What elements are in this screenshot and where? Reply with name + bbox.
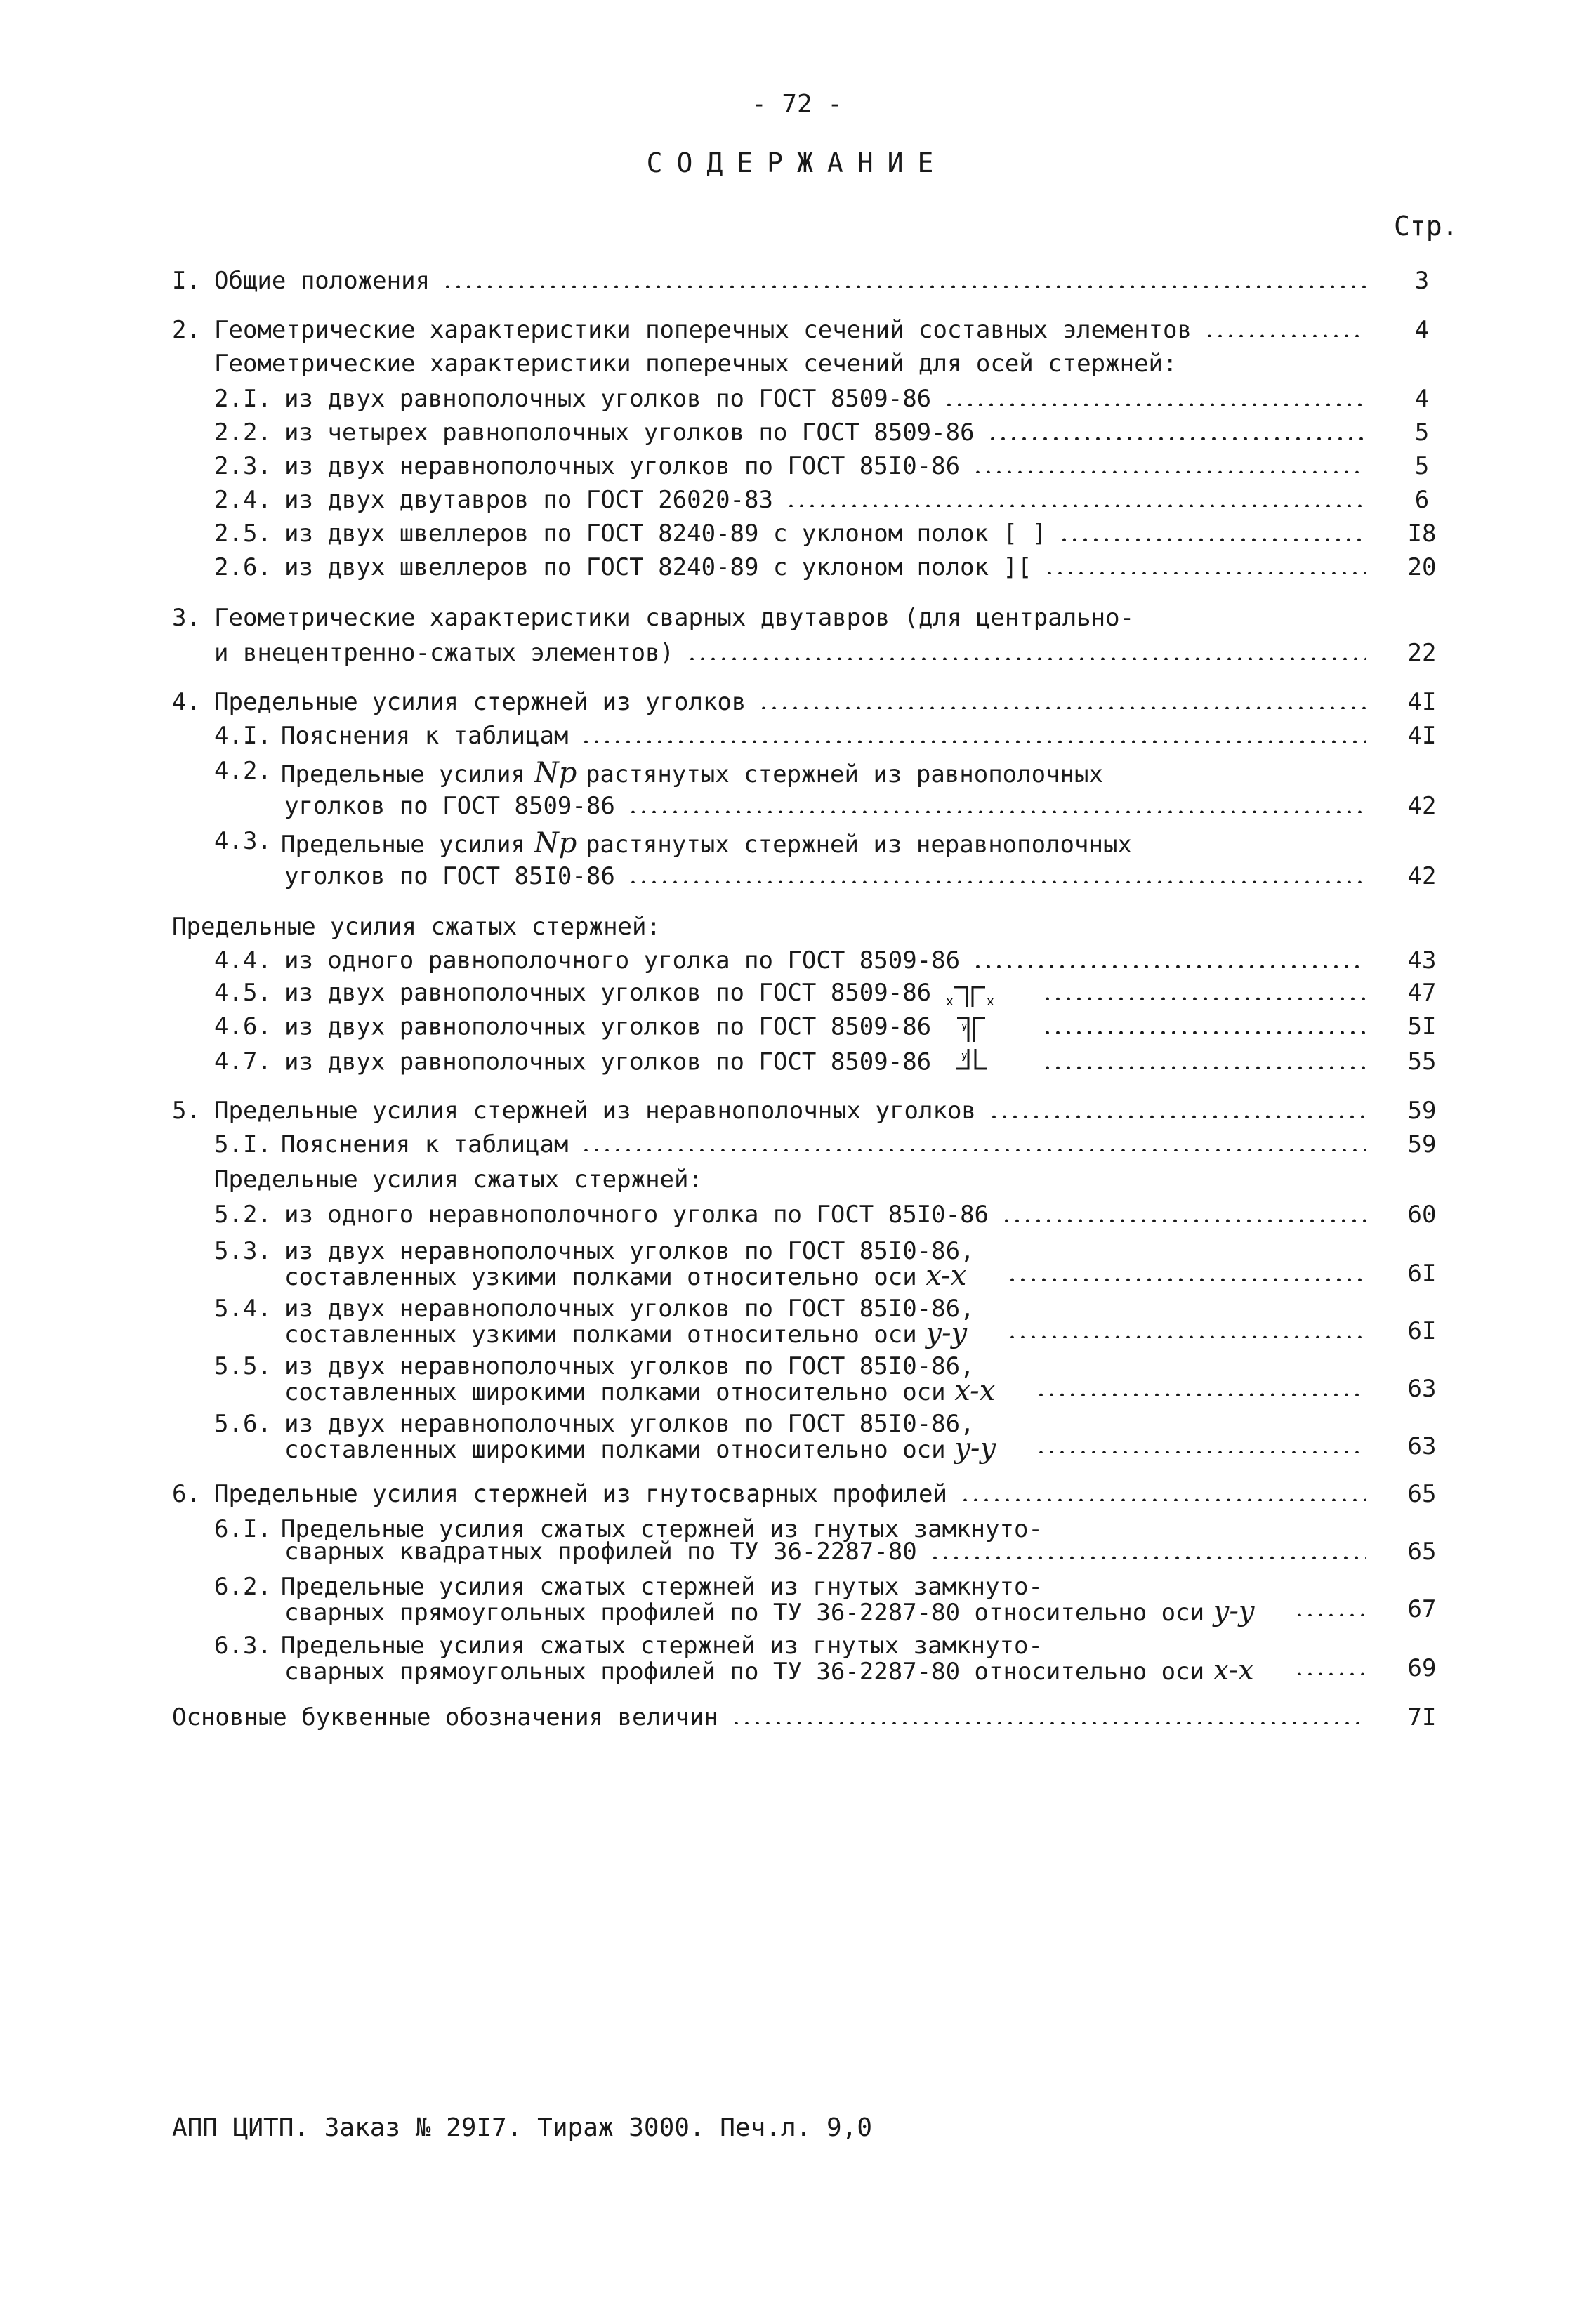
- toc-entry-text: [284, 418, 975, 447]
- dot-leader: [973, 470, 1366, 473]
- toc-entry-label: Предельные усилия: [281, 831, 525, 859]
- toc-entry-number: 6.: [172, 1480, 201, 1508]
- toc-entry-number: 2.I.: [214, 385, 272, 413]
- print-footer: АПП ЦИТП. Заказ № 29I7. Тираж 3000. Печ.л. 9,0: [172, 2113, 872, 2142]
- toc-entry-text: [281, 1130, 568, 1158]
- axis-symbol: y-y: [916, 1317, 968, 1349]
- toc-page-number: 63: [1407, 1375, 1437, 1403]
- toc-page-number: 63: [1407, 1432, 1437, 1460]
- toc-entry-number: 4.2.: [214, 757, 272, 785]
- toc-entry-text: [214, 639, 674, 667]
- toc-entry-label: сварных прямоугольных профилей по ТУ 36-2287-80 относительно оси: [284, 1599, 1205, 1627]
- toc-entry-number: 5.: [172, 1097, 201, 1125]
- dot-leader: [731, 1722, 1366, 1724]
- dot-leader: [1001, 1219, 1366, 1222]
- toc-entry-text: [284, 520, 1046, 548]
- toc-entry-label: Предельные усилия сжатых стержней из гнутых замкнуто-: [281, 1515, 1043, 1543]
- toc-page-number: 4: [1414, 385, 1430, 413]
- toc-entry-label: сварных прямоугольных профилей по ТУ 36-2287-80 относительно оси: [284, 1658, 1205, 1686]
- toc-entry-number: 4.3.: [214, 827, 272, 855]
- toc-entry-text: [214, 316, 1192, 344]
- toc-entry-label: из двух неравнополочных уголков по ГОСТ 85I0-86,: [284, 1410, 975, 1438]
- svg-text:y: y: [961, 1021, 968, 1032]
- toc-entry-number: 2.3.: [214, 452, 272, 480]
- toc-page-number: 3: [1414, 267, 1430, 295]
- dot-leader: [1294, 1613, 1366, 1616]
- table-of-contents: [0, 267, 1594, 2022]
- toc-entry-text: [284, 1048, 995, 1078]
- dot-leader: [628, 880, 1366, 883]
- toc-entry-number: 2.2.: [214, 418, 272, 447]
- double-angle-y-top-icon: [946, 1012, 995, 1043]
- dot-leader: [1007, 1335, 1366, 1338]
- toc-entry-text: [281, 722, 568, 750]
- toc-entry-text: [284, 1654, 1254, 1686]
- toc-entry-number: 4.I.: [214, 722, 272, 750]
- toc-entry-number: 5.5.: [214, 1352, 272, 1380]
- toc-entry-label: из двух равнополочных уголков по ГОСТ 8509-86: [284, 1048, 932, 1076]
- toc-entry-label: из одного равнополочного уголка по ГОСТ 8509-86: [284, 946, 961, 975]
- toc-entry-number: 4.: [172, 688, 201, 716]
- toc-entry-text: [284, 1595, 1255, 1628]
- toc-entry-label: и внецентренно-сжатых элементов): [214, 639, 675, 667]
- toc-entry-number: 5.4.: [214, 1295, 272, 1323]
- toc-entry-label: из двух неравнополочных уголков по ГОСТ 85I0-86,: [284, 1295, 975, 1323]
- toc-entry-number: 6.2.: [214, 1573, 272, 1601]
- axis-symbol: y-y: [945, 1432, 996, 1465]
- toc-page-number: 67: [1407, 1595, 1437, 1623]
- toc-entry-label: Геометрические характеристики сварных двутавров (для центрально-: [214, 604, 1135, 632]
- toc-entry-text: [214, 1166, 703, 1194]
- toc-page-number: 7I: [1407, 1703, 1437, 1731]
- toc-page-number: 55: [1407, 1048, 1437, 1076]
- axis-symbol: Np: [525, 757, 586, 789]
- toc-entry-number: 4.7.: [214, 1048, 272, 1076]
- toc-entry-text: [172, 1703, 718, 1731]
- toc-page-number: 5: [1414, 418, 1430, 447]
- toc-page-number: 4I: [1407, 722, 1437, 750]
- toc-entry-label: Пояснения к таблицам: [281, 1130, 569, 1158]
- toc-entry-label: Предельные усилия стержней из уголков: [214, 688, 746, 716]
- svg-text:x: x: [986, 993, 994, 1008]
- toc-entry-label: Предельные усилия сжатых стержней из гнутых замкнуто-: [281, 1632, 1043, 1660]
- toc-page-number: 5I: [1407, 1012, 1437, 1041]
- toc-entry-label: из двух равнополочных уголков по ГОСТ 8509-86: [284, 1012, 932, 1041]
- toc-entry-text: [284, 1260, 966, 1292]
- dot-leader: [960, 1498, 1366, 1501]
- toc-entry-text: [284, 1012, 995, 1043]
- toc-page-number: I8: [1407, 520, 1437, 548]
- toc-page-number: 59: [1407, 1130, 1437, 1158]
- toc-entry-number: 5.6.: [214, 1410, 272, 1438]
- toc-entry-text: [214, 1480, 947, 1508]
- svg-text:y: y: [961, 1050, 968, 1062]
- toc-entry-label: Предельные усилия стержней из неравнополочных уголков: [214, 1097, 976, 1125]
- toc-entry-text: [281, 757, 1103, 789]
- toc-entry-label: из двух равнополочных уголков по ГОСТ 8509-86: [284, 385, 932, 413]
- dot-leader: [581, 740, 1366, 743]
- toc-page-number: 47: [1407, 979, 1437, 1007]
- toc-page-number: 42: [1407, 792, 1437, 820]
- toc-entry-text: [284, 1375, 995, 1407]
- toc-entry-label: Геометрические характеристики поперечных сечений для осей стержней:: [214, 350, 1178, 378]
- dot-leader: [1007, 1278, 1366, 1281]
- toc-entry-text: [284, 792, 615, 820]
- dot-leader: [1042, 997, 1366, 1000]
- toc-page-number: 4I: [1407, 688, 1437, 716]
- toc-entry-label: из двух неравнополочных уголков по ГОСТ 85I0-86,: [284, 1237, 975, 1265]
- toc-page-number: 59: [1407, 1097, 1437, 1125]
- toc-entry-text: [172, 913, 661, 941]
- toc-entry-text: [284, 979, 995, 1008]
- toc-entry-label: Общие положения: [214, 267, 430, 295]
- dot-leader: [758, 706, 1366, 709]
- toc-entry-text: [214, 1097, 976, 1125]
- toc-entry-number: 6.3.: [214, 1632, 272, 1660]
- toc-page-number: 65: [1407, 1538, 1437, 1566]
- toc-entry-number: 4.4.: [214, 946, 272, 975]
- dot-leader: [930, 1556, 1366, 1559]
- dot-leader: [1036, 1393, 1366, 1396]
- toc-entry-number: 3.: [172, 604, 201, 632]
- toc-page-number: 65: [1407, 1480, 1437, 1508]
- toc-page-number: 43: [1407, 946, 1437, 975]
- dot-leader: [1294, 1672, 1366, 1675]
- page-column-header: Стр.: [1394, 211, 1458, 242]
- toc-entry-text: [284, 486, 773, 514]
- page-title: СОДЕРЖАНИЕ: [646, 147, 948, 178]
- dot-leader: [1059, 538, 1366, 541]
- toc-entry-number: 2.5.: [214, 520, 272, 548]
- toc-entry-label: из одного неравнополочного уголка по ГОСТ 85I0-86: [284, 1201, 989, 1229]
- toc-entry-label: Геометрические характеристики поперечных сечений составных элементов: [214, 316, 1192, 344]
- toc-entry-label: Предельные усилия сжатых стержней:: [172, 913, 661, 941]
- toc-entry-number: 5.3.: [214, 1237, 272, 1265]
- toc-entry-text: [214, 604, 1134, 632]
- toc-page-number: 69: [1407, 1654, 1437, 1682]
- toc-entry-number: 4.6.: [214, 1012, 272, 1041]
- toc-entry-label: Пояснения к таблицам: [281, 722, 569, 750]
- toc-entry-text: [284, 452, 960, 480]
- toc-entry-label: из четырех равнополочных уголков по ГОСТ 8509-86: [284, 418, 975, 447]
- toc-entry-number: 5.2.: [214, 1201, 272, 1229]
- toc-entry-text: [214, 267, 430, 295]
- dot-leader: [628, 810, 1366, 813]
- dot-leader: [1044, 572, 1366, 574]
- toc-entry-label: уголков по ГОСТ 8509-86: [284, 792, 615, 820]
- toc-entry-number: 2.4.: [214, 486, 272, 514]
- dot-leader: [786, 504, 1366, 507]
- dot-leader: [973, 965, 1366, 968]
- toc-entry-label: уголков по ГОСТ 85I0-86: [284, 862, 615, 890]
- double-angle-y-bottom-icon: [946, 1048, 995, 1078]
- axis-symbol: x-x: [916, 1260, 967, 1292]
- dot-leader: [989, 1115, 1366, 1118]
- dot-leader: [1042, 1031, 1366, 1034]
- toc-entry-label-continued: растянутых стержней из равнополочных: [586, 760, 1103, 788]
- toc-page-number: 60: [1407, 1201, 1437, 1229]
- toc-page-number: 42: [1407, 862, 1437, 890]
- dot-leader: [442, 285, 1366, 288]
- toc-entry-text: [284, 1432, 996, 1465]
- toc-page-number: 6: [1414, 486, 1430, 514]
- toc-entry-text: [214, 350, 1177, 378]
- toc-entry-label: Предельные усилия сжатых стержней:: [214, 1166, 703, 1194]
- axis-symbol: x-x: [945, 1375, 996, 1407]
- toc-page-number: 6I: [1407, 1317, 1437, 1345]
- dot-leader: [944, 403, 1366, 406]
- double-angle-x-icon: [946, 980, 995, 1008]
- toc-entry-text: [284, 1317, 967, 1349]
- toc-entry-label: из двух равнополочных уголков по ГОСТ 8509-86: [284, 979, 932, 1007]
- axis-symbol: y-y: [1204, 1595, 1255, 1628]
- toc-entry-text: [284, 553, 1032, 581]
- toc-entry-number: 6.I.: [214, 1515, 272, 1543]
- toc-page-number: 4: [1414, 316, 1430, 344]
- toc-entry-label: составленных широкими полками относительно оси: [284, 1436, 946, 1464]
- toc-entry-number: 5.I.: [214, 1130, 272, 1158]
- toc-page-number: 22: [1407, 639, 1437, 667]
- svg-text:x: x: [945, 993, 954, 1008]
- toc-entry-text: [284, 946, 960, 975]
- toc-entry-number: 4.5.: [214, 979, 272, 1007]
- toc-entry-label: из двух неравнополочных уголков по ГОСТ 85I0-86,: [284, 1352, 975, 1380]
- dot-leader: [1042, 1066, 1366, 1069]
- toc-entry-label: составленных узкими полками относительно оси: [284, 1321, 917, 1349]
- dot-leader: [1204, 334, 1366, 337]
- toc-entry-number: I.: [172, 267, 201, 295]
- toc-entry-label: Основные буквенные обозначения величин: [172, 1703, 718, 1731]
- toc-entry-number: 2.: [172, 316, 201, 344]
- axis-symbol: x-x: [1204, 1654, 1254, 1686]
- toc-entry-text: [281, 827, 1132, 859]
- dot-leader: [581, 1149, 1366, 1151]
- toc-entry-label: Предельные усилия: [281, 760, 525, 788]
- dot-leader: [1036, 1451, 1366, 1453]
- toc-entry-label: составленных широкими полками относительно оси: [284, 1378, 946, 1406]
- toc-entry-label: из двух швеллеров по ГОСТ 8240-89 с уклоном полок [ ]: [284, 520, 1046, 548]
- toc-entry-text: [284, 385, 931, 413]
- toc-entry-text: [284, 1201, 989, 1229]
- axis-symbol: Np: [525, 827, 586, 859]
- dot-leader: [987, 437, 1366, 440]
- toc-entry-number: 2.6.: [214, 553, 272, 581]
- toc-page-number: 6I: [1407, 1260, 1437, 1288]
- dot-leader: [687, 657, 1366, 660]
- toc-entry-label: из двух двутавров по ГОСТ 26020-83: [284, 486, 773, 514]
- toc-entry-label: из двух неравнополочных уголков по ГОСТ 85I0-86: [284, 452, 961, 480]
- toc-entry-label: из двух швеллеров по ГОСТ 8240-89 с уклоном полок ][: [284, 553, 1032, 581]
- toc-entry-text: [284, 1538, 917, 1566]
- page-number: - 72 -: [751, 90, 843, 119]
- toc-entry-text: [214, 688, 746, 716]
- toc-entry-label: Предельные усилия сжатых стержней из гнутых замкнуто-: [281, 1573, 1043, 1601]
- toc-entry-label: Предельные усилия стержней из гнутосварных профилей: [214, 1480, 947, 1508]
- toc-entry-label-continued: растянутых стержней из неравнополочных: [586, 831, 1132, 859]
- toc-page-number: 5: [1414, 452, 1430, 480]
- toc-entry-text: [284, 862, 615, 890]
- toc-page-number: 20: [1407, 553, 1437, 581]
- toc-entry-label: составленных узкими полками относительно оси: [284, 1263, 917, 1291]
- toc-entry-label: сварных квадратных профилей по ТУ 36-2287-80: [284, 1538, 917, 1566]
